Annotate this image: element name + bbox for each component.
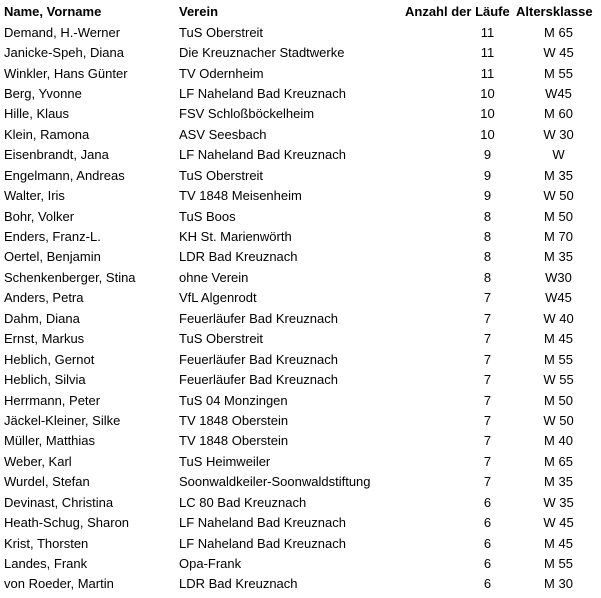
cell-club: TuS Oberstreit [179, 331, 264, 347]
cell-name: Eisenbrandt, Jana [4, 147, 109, 163]
cell-runs: 8 [483, 208, 492, 224]
cell-name: Ernst, Markus [4, 331, 85, 347]
cell-club: LDR Bad Kreuznach [179, 576, 298, 592]
cell-club: TuS 04 Monzingen [179, 392, 288, 408]
cell-club: Feuerläufer Bad Kreuznach [179, 310, 338, 326]
cell-name: Landes, Frank [4, 556, 88, 572]
column-header-age-class: Altersklasse [516, 4, 593, 20]
table-row [0, 84, 601, 104]
cell-club: ASV Seesbach [179, 126, 267, 142]
table-row [0, 370, 601, 390]
cell-club: Opa-Frank [179, 556, 242, 572]
cell-club: VfL Algenrodt [179, 290, 257, 306]
cell-age-class: M 45 [544, 535, 573, 551]
cell-runs: 8 [483, 249, 492, 265]
cell-name: Heblich, Silvia [4, 372, 86, 388]
cell-club: Feuerläufer Bad Kreuznach [179, 351, 338, 367]
cell-name: Anders, Petra [4, 290, 84, 306]
cell-age-class: W 30 [543, 126, 574, 142]
table-row [0, 411, 601, 431]
cell-name: Herrmann, Peter [4, 392, 101, 408]
cell-club: LF Naheland Bad Kreuznach [179, 147, 346, 163]
cell-age-class: M 35 [544, 474, 573, 490]
cell-runs: 6 [483, 494, 492, 510]
cell-age-class: M 40 [544, 433, 573, 449]
table-row [0, 247, 601, 267]
cell-age-class: M 55 [544, 556, 573, 572]
cell-age-class: M 35 [544, 167, 573, 183]
table-row [0, 533, 601, 553]
table-row [0, 145, 601, 165]
cell-age-class: M 30 [544, 576, 573, 592]
cell-runs: 9 [483, 188, 492, 204]
cell-age-class: M 35 [544, 249, 573, 265]
table-row [0, 472, 601, 492]
cell-runs: 10 [480, 126, 495, 142]
cell-club: TuS Oberstreit [179, 24, 264, 40]
table-row [0, 63, 601, 83]
cell-name: Dahm, Diana [4, 310, 80, 326]
cell-runs: 9 [483, 147, 492, 163]
cell-age-class: W 55 [543, 372, 574, 388]
column-header-runs: Anzahl der Läufe [405, 4, 510, 20]
cell-name: Winkler, Hans Günter [4, 65, 128, 81]
results-table-header [0, 2, 601, 22]
table-row [0, 104, 601, 124]
table-row [0, 43, 601, 63]
cell-runs: 11 [480, 65, 495, 81]
cell-runs: 7 [483, 290, 492, 306]
cell-club: LF Naheland Bad Kreuznach [179, 515, 346, 531]
cell-age-class: W 45 [543, 45, 574, 61]
table-row [0, 493, 601, 513]
cell-club: Soonwaldkeiler-Soonwaldstiftung [179, 474, 371, 490]
cell-club: TuS Oberstreit [179, 167, 264, 183]
cell-age-class: W 45 [543, 515, 574, 531]
results-table [0, 2, 601, 595]
cell-name: Weber, Karl [4, 453, 72, 469]
cell-runs: 7 [483, 474, 492, 490]
table-row [0, 349, 601, 369]
cell-name: Enders, Franz-L. [4, 229, 101, 245]
cell-name: Demand, H.-Werner [4, 24, 121, 40]
cell-club: FSV Schloßböckelheim [179, 106, 315, 122]
cell-runs: 6 [483, 535, 492, 551]
table-row [0, 431, 601, 451]
cell-name: Jäckel-Kleiner, Silke [4, 412, 121, 428]
cell-age-class: W 35 [543, 494, 574, 510]
cell-runs: 6 [483, 515, 492, 531]
header-row [0, 2, 601, 22]
cell-club: LC 80 Bad Kreuznach [179, 494, 307, 510]
cell-runs: 11 [480, 45, 495, 61]
cell-age-class: W 50 [543, 412, 574, 428]
table-row [0, 186, 601, 206]
cell-name: Engelmann, Andreas [4, 167, 125, 183]
cell-runs: 9 [483, 167, 492, 183]
table-row [0, 288, 601, 308]
cell-runs: 8 [483, 229, 492, 245]
results-table-body [0, 22, 601, 594]
cell-name: Heath-Schug, Sharon [4, 515, 130, 531]
cell-club: TV Odernheim [179, 65, 264, 81]
table-row [0, 227, 601, 247]
cell-club: Feuerläufer Bad Kreuznach [179, 372, 338, 388]
cell-name: Krist, Thorsten [4, 535, 89, 551]
cell-age-class: W45 [545, 290, 572, 306]
cell-runs: 11 [480, 24, 495, 40]
cell-runs: 7 [483, 433, 492, 449]
cell-club: KH St. Marienwörth [179, 229, 292, 245]
cell-runs: 7 [483, 392, 492, 408]
cell-name: Hille, Klaus [4, 106, 70, 122]
cell-club: Die Kreuznacher Stadtwerke [179, 45, 345, 61]
cell-name: Wurdel, Stefan [4, 474, 90, 490]
cell-club: TV 1848 Oberstein [179, 433, 289, 449]
table-row [0, 125, 601, 145]
table-row [0, 452, 601, 472]
cell-club: LF Naheland Bad Kreuznach [179, 85, 346, 101]
table-row [0, 329, 601, 349]
cell-runs: 10 [480, 85, 495, 101]
cell-club: TV 1848 Meisenheim [179, 188, 302, 204]
cell-name: Berg, Yvonne [4, 85, 82, 101]
cell-name: Devinast, Christina [4, 494, 114, 510]
cell-age-class: W30 [545, 269, 572, 285]
table-row [0, 554, 601, 574]
table-row [0, 268, 601, 288]
cell-name: Müller, Matthias [4, 433, 96, 449]
table-row [0, 166, 601, 186]
column-header-club: Verein [179, 4, 219, 20]
table-row [0, 390, 601, 410]
cell-runs: 7 [483, 412, 492, 428]
cell-age-class: M 50 [544, 208, 573, 224]
cell-club: TuS Heimweiler [179, 453, 271, 469]
cell-age-class: M 55 [544, 351, 573, 367]
cell-runs: 7 [483, 331, 492, 347]
table-row [0, 22, 601, 42]
cell-name: Bohr, Volker [4, 208, 75, 224]
cell-runs: 7 [483, 351, 492, 367]
table-row [0, 574, 601, 594]
cell-age-class: M 60 [544, 106, 573, 122]
cell-age-class: W45 [545, 85, 572, 101]
cell-name: von Roeder, Martin [4, 576, 114, 592]
cell-runs: 6 [483, 576, 492, 592]
cell-runs: 10 [480, 106, 495, 122]
cell-club: TuS Boos [179, 208, 236, 224]
cell-club: TV 1848 Oberstein [179, 412, 289, 428]
cell-age-class: M 55 [544, 65, 573, 81]
cell-name: Janicke-Speh, Diana [4, 45, 124, 61]
cell-club: LF Naheland Bad Kreuznach [179, 535, 346, 551]
cell-age-class: W 40 [543, 310, 574, 326]
column-header-name: Name, Vorname [4, 4, 102, 20]
table-row [0, 206, 601, 226]
cell-name: Walter, Iris [4, 188, 65, 204]
cell-club: LDR Bad Kreuznach [179, 249, 298, 265]
cell-runs: 6 [483, 556, 492, 572]
cell-club: ohne Verein [179, 269, 249, 285]
cell-name: Klein, Ramona [4, 126, 90, 142]
cell-runs: 7 [483, 310, 492, 326]
cell-age-class: W 50 [543, 188, 574, 204]
cell-age-class: M 70 [544, 229, 573, 245]
table-row [0, 513, 601, 533]
cell-name: Heblich, Gernot [4, 351, 95, 367]
cell-age-class: M 65 [544, 453, 573, 469]
cell-runs: 8 [483, 269, 492, 285]
cell-age-class: W [552, 147, 565, 163]
cell-name: Schenkenberger, Stina [4, 269, 136, 285]
cell-runs: 7 [483, 372, 492, 388]
cell-name: Oertel, Benjamin [4, 249, 101, 265]
cell-age-class: M 65 [544, 24, 573, 40]
cell-age-class: M 50 [544, 392, 573, 408]
cell-runs: 7 [483, 453, 492, 469]
cell-age-class: M 45 [544, 331, 573, 347]
table-row [0, 309, 601, 329]
